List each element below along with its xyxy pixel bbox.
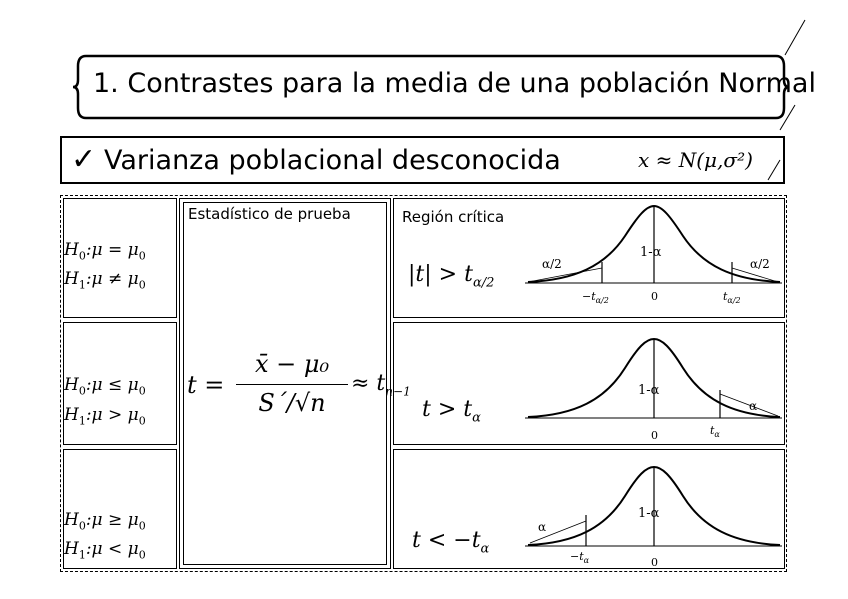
page-title: 1. Contrastes para la media de una población Normal: [93, 68, 816, 99]
check-icon: ✓: [71, 142, 97, 177]
hypothesis-h0-2: $H_0:\mu \le \mu_0$: [64, 375, 146, 398]
left-tail-label: α: [538, 520, 547, 534]
statistic-lhs: t =: [187, 371, 225, 399]
tick-label-zero: 0: [651, 556, 658, 569]
tick-label-zero: 0: [651, 429, 658, 442]
center-label: 1-α: [638, 506, 660, 521]
statistic-numerator: x̄ − μ₀: [254, 350, 330, 378]
center-label: 1-α: [640, 245, 662, 260]
tick-label-left: $-t_{\alpha/2}$: [582, 290, 609, 305]
right-tail-label: α: [749, 399, 758, 413]
statistic-denominator: S´/√n: [258, 389, 326, 417]
right-tail-label: α/2: [750, 257, 770, 271]
center-label: 1-α: [638, 383, 660, 398]
hypothesis-h0-3: $H_0:\mu \ge \mu_0$: [64, 510, 146, 533]
region-formula-2: $t > t_\alpha$: [422, 397, 481, 426]
curve-two-tailed: [520, 198, 785, 316]
distribution-formula: x ≈ N(μ,σ²): [638, 148, 753, 172]
tick-label-right: $t_\alpha$: [710, 424, 720, 439]
statistic-rhs: ≈ $t_{n-1}$: [351, 371, 411, 399]
tick-label-zero: 0: [651, 290, 658, 303]
header-region: Región crítica: [402, 208, 505, 226]
hypothesis-h1-1: $H_1:\mu \ne \mu_0$: [64, 269, 146, 292]
hypothesis-h0-1: $H_0:\mu = \mu_0$: [64, 240, 146, 263]
tick-label-left: $-t_\alpha$: [570, 550, 590, 565]
curve-left-tailed: [520, 449, 785, 569]
subtitle-text: Varianza poblacional desconocida: [104, 145, 561, 176]
region-formula-3: $t < -t_\alpha$: [412, 528, 490, 557]
hypothesis-h1-3: $H_1:\mu < \mu_0$: [64, 539, 146, 562]
curve-right-tailed: [520, 322, 785, 444]
hypothesis-h1-2: $H_1:\mu > \mu_0$: [64, 405, 146, 428]
header-statistic: Estadístico de prueba: [188, 205, 351, 223]
tick-label-right: $t_{\alpha/2}$: [723, 290, 741, 305]
region-formula-1: $|t| > t_{\alpha/2}$: [408, 262, 495, 291]
left-tail-label: α/2: [542, 257, 562, 271]
fraction-bar: [236, 384, 348, 385]
